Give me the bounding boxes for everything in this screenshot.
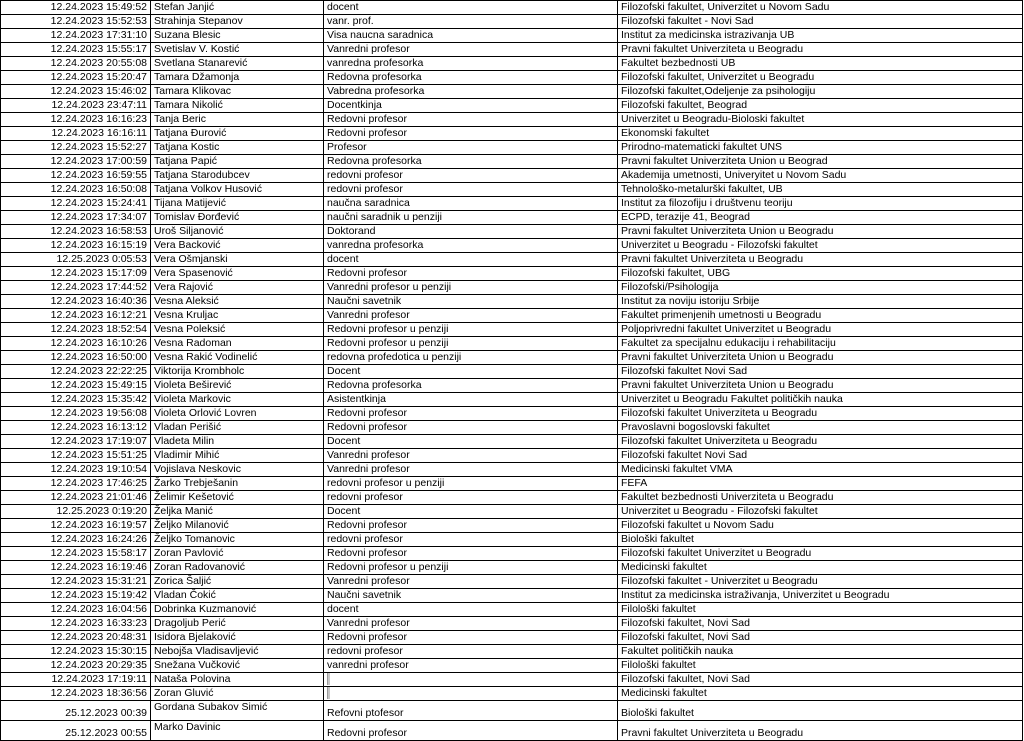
name-cell[interactable]: Željka Manić [151,505,324,519]
name-cell[interactable]: Tamara Klikovac [151,85,324,99]
table-row [1,57,1023,71]
table-row [1,701,1023,721]
name-cell[interactable]: Tatjana Đurović [151,127,324,141]
timestamp-cell[interactable]: 12.24.2023 17:46:25 [1,477,151,491]
name-cell[interactable]: Tatjana Papić [151,155,324,169]
institution-cell[interactable]: Pravni fakultet Univerziteta Union u Beogradu [618,379,1023,393]
table-row [1,589,1023,603]
title-cell[interactable]: vanredni profesor [324,659,618,673]
table-row [1,169,1023,183]
timestamp-cell[interactable]: 12.24.2023 15:49:15 [1,379,151,393]
timestamp-cell[interactable]: 12.24.2023 16:15:19 [1,239,151,253]
table-row [1,351,1023,365]
timestamp-cell[interactable]: 12.24.2023 16:16:23 [1,113,151,127]
title-cell[interactable]: Asistentkinja [324,393,618,407]
table-row [1,29,1023,43]
title-cell[interactable]: Redovni profesor [324,631,618,645]
table-row [1,309,1023,323]
name-cell[interactable]: Željko Milanović [151,519,324,533]
name-cell[interactable]: Nebojša Vladisavljević [151,645,324,659]
institution-cell[interactable]: Pravni fakultet Univerziteta u Beogradu [618,253,1023,267]
title-cell[interactable]: Redovni profesor [324,127,618,141]
name-cell[interactable]: Violeta Beširević [151,379,324,393]
timestamp-cell[interactable]: 12.24.2023 16:50:00 [1,351,151,365]
timestamp-cell[interactable]: 12.24.2023 16:04:56 [1,603,151,617]
name-cell[interactable]: Nataša Polovina [151,673,324,687]
institution-cell[interactable]: Filozofski fakultet Univerzitet u Beogradu [618,547,1023,561]
institution-cell[interactable]: Medicinski fakultet VMA [618,463,1023,477]
empty-cell-marker [327,687,330,699]
title-cell[interactable]: Redovni profesor [324,113,618,127]
table-row [1,379,1023,393]
table-row [1,463,1023,477]
table-row [1,183,1023,197]
name-cell[interactable]: Zoran Pavlović [151,547,324,561]
table-row [1,547,1023,561]
timestamp-cell[interactable]: 12.24.2023 22:22:25 [1,365,151,379]
institution-cell[interactable]: Filozofski fakultet, UBG [618,267,1023,281]
title-cell[interactable]: Redovni profesor [324,421,618,435]
timestamp-cell[interactable]: 12.24.2023 17:00:59 [1,155,151,169]
table-row [1,575,1023,589]
title-cell[interactable]: Docent [324,365,618,379]
name-cell[interactable]: Vera Spasenović [151,267,324,281]
name-cell[interactable]: Vera Backović [151,239,324,253]
name-cell[interactable]: Vladimir Mihić [151,449,324,463]
name-cell[interactable]: Tatjana Starodubcev [151,169,324,183]
title-cell[interactable]: Profesor [324,141,618,155]
table-row [1,71,1023,85]
table-row [1,323,1023,337]
timestamp-cell[interactable]: 12.24.2023 20:55:08 [1,57,151,71]
timestamp-cell[interactable]: 25.12.2023 00:55 [1,721,151,741]
name-cell[interactable]: Uroš Siljanović [151,225,324,239]
table-row [1,281,1023,295]
title-cell[interactable]: Docentkinja [324,99,618,113]
timestamp-cell[interactable]: 12.24.2023 21:01:46 [1,491,151,505]
name-cell[interactable]: Željko Tomanovic [151,533,324,547]
timestamp-cell[interactable]: 12.24.2023 19:10:54 [1,463,151,477]
table-row [1,603,1023,617]
institution-cell[interactable]: Institut za filozofiju i društvenu teoriju [618,197,1023,211]
institution-cell[interactable]: Fakultet političkih nauka [618,645,1023,659]
table-row [1,631,1023,645]
table-row [1,365,1023,379]
table-row [1,267,1023,281]
institution-cell[interactable]: Pravoslavni bogoslovski fakultet [618,421,1023,435]
name-cell[interactable]: Vesna Aleksić [151,295,324,309]
timestamp-cell[interactable]: 12.24.2023 16:19:57 [1,519,151,533]
institution-cell[interactable]: Fakultet primenjenih umetnosti u Beogradu [618,309,1023,323]
title-cell[interactable]: vanredna profesorka [324,239,618,253]
title-cell[interactable]: Redovni profesor [324,267,618,281]
name-cell[interactable]: Gordana Subakov Simić [151,701,324,721]
title-cell[interactable]: vanr. prof. [324,15,618,29]
institution-cell[interactable]: Institut za noviju istoriju Srbije [618,295,1023,309]
name-cell[interactable]: Dobrinka Kuzmanović [151,603,324,617]
institution-cell[interactable]: Filozofski/Psihologija [618,281,1023,295]
institution-cell[interactable]: Filozofski fakultet u Novom Sadu [618,519,1023,533]
timestamp-cell[interactable]: 12.24.2023 15:19:42 [1,589,151,603]
title-cell[interactable]: docent [324,1,618,15]
title-cell[interactable]: vanredna profesorka [324,57,618,71]
name-cell[interactable]: Tatjana Volkov Husović [151,183,324,197]
institution-cell[interactable]: Filozofski fakultet, Univerzitet u Beogradu [618,71,1023,85]
title-cell[interactable]: Naučni savetnik [324,295,618,309]
table-row [1,99,1023,113]
title-cell[interactable]: naučni saradnik u penziji [324,211,618,225]
institution-cell[interactable]: Univerzitet u Beogradu Fakultet političkih nauka [618,393,1023,407]
name-cell[interactable]: Vesna Radoman [151,337,324,351]
title-cell[interactable]: Vanredni profesor u penziji [324,281,618,295]
title-cell[interactable]: Vanredni profesor [324,617,618,631]
title-cell[interactable]: Vanredni profesor [324,575,618,589]
name-cell[interactable]: Vladan Čokić [151,589,324,603]
table-row [1,421,1023,435]
institution-cell[interactable]: Filozofski fakultet - Univerzitet u Beogradu [618,575,1023,589]
timestamp-cell[interactable]: 12.24.2023 15:35:42 [1,393,151,407]
name-cell[interactable]: Violeta Orlović Lovren [151,407,324,421]
title-cell[interactable]: Redovni profesor [324,519,618,533]
table-row [1,561,1023,575]
institution-cell[interactable]: Filološki fakultet [618,659,1023,673]
table-row [1,435,1023,449]
title-cell[interactable]: redovni profesor [324,169,618,183]
title-cell[interactable]: Redovna profesorka [324,379,618,393]
timestamp-cell[interactable]: 12.24.2023 15:49:52 [1,1,151,15]
title-cell[interactable]: redovni profesor [324,645,618,659]
table-row [1,477,1023,491]
timestamp-cell[interactable]: 12.24.2023 16:10:26 [1,337,151,351]
name-cell[interactable]: Svetislav V. Kostić [151,43,324,57]
empty-cell-marker [327,673,330,685]
institution-cell[interactable]: Akademija umetnosti, Univeryitet u Novom Sadu [618,169,1023,183]
name-cell[interactable]: Vesna Poleksić [151,323,324,337]
spreadsheet-body [1,1,1023,741]
table-row [1,211,1023,225]
title-cell[interactable]: Visa naucna saradnica [324,29,618,43]
table-row [1,505,1023,519]
table-row [1,687,1023,701]
title-cell[interactable] [324,673,618,687]
table-row [1,449,1023,463]
title-cell[interactable]: naučna saradnica [324,197,618,211]
timestamp-cell[interactable]: 12.24.2023 23:47:11 [1,99,151,113]
table-row [1,155,1023,169]
timestamp-cell[interactable]: 12.24.2023 16:50:08 [1,183,151,197]
table-row [1,253,1023,267]
title-cell[interactable]: Redovni profesor [324,407,618,421]
institution-cell[interactable]: Pravni fakultet Univerziteta Union u Beogradu [618,225,1023,239]
name-cell[interactable]: Snežana Vučković [151,659,324,673]
name-cell[interactable]: Tamara Nikolić [151,99,324,113]
table-row [1,15,1023,29]
institution-cell[interactable]: Filozofski fakultet,Odeljenje za psihologiju [618,85,1023,99]
title-cell[interactable]: Docent [324,435,618,449]
institution-cell[interactable]: Ekonomski fakultet [618,127,1023,141]
title-cell[interactable]: Redovni profesor [324,721,618,741]
title-cell[interactable]: Redovni profesor u penziji [324,337,618,351]
institution-cell[interactable]: Institut za medicinska istrazivanja UB [618,29,1023,43]
timestamp-cell[interactable]: 12.24.2023 16:33:23 [1,617,151,631]
title-cell[interactable]: docent [324,253,618,267]
timestamp-cell[interactable]: 12.24.2023 15:52:27 [1,141,151,155]
title-cell[interactable]: Doktorand [324,225,618,239]
table-row [1,85,1023,99]
institution-cell[interactable]: Filozofski fakultet Univerziteta u Beogradu [618,435,1023,449]
institution-cell[interactable]: FEFA [618,477,1023,491]
timestamp-cell[interactable]: 12.24.2023 16:24:26 [1,533,151,547]
name-cell[interactable]: Želimir Kešetović [151,491,324,505]
name-cell[interactable]: Tamara Džamonja [151,71,324,85]
timestamp-cell[interactable]: 12.24.2023 16:40:36 [1,295,151,309]
timestamp-cell[interactable]: 12.24.2023 15:20:47 [1,71,151,85]
table-row [1,295,1023,309]
name-cell[interactable]: Zoran Gluvić [151,687,324,701]
timestamp-cell[interactable]: 12.24.2023 16:19:46 [1,561,151,575]
timestamp-cell[interactable]: 12.25.2023 0:05:53 [1,253,151,267]
institution-cell[interactable]: Filozofski fakultet, Novi Sad [618,631,1023,645]
title-cell[interactable]: Naučni savetnik [324,589,618,603]
title-cell[interactable]: Docent [324,505,618,519]
institution-cell[interactable]: Institut za medicinska istraživanja, Univerzitet u Beogradu [618,589,1023,603]
table-row [1,1,1023,15]
title-cell[interactable]: redovna profedotica u penziji [324,351,618,365]
institution-cell[interactable]: Medicinski fakultet [618,561,1023,575]
table-row [1,141,1023,155]
table-row [1,533,1023,547]
institution-cell[interactable]: ECPD, terazije 41, Beograd [618,211,1023,225]
name-cell[interactable]: Vladan Perišić [151,421,324,435]
name-cell[interactable]: Viktorija Krombholc [151,365,324,379]
institution-cell[interactable]: Pravni fakultet Univerziteta u Beogradu [618,721,1023,741]
table-row [1,337,1023,351]
name-cell[interactable]: Strahinja Stepanov [151,15,324,29]
name-cell[interactable]: Vladeta Milin [151,435,324,449]
title-cell[interactable]: Redovni profesor u penziji [324,323,618,337]
table-row [1,519,1023,533]
name-cell[interactable]: Vojislava Neskovic [151,463,324,477]
timestamp-cell[interactable]: 12.24.2023 20:29:35 [1,659,151,673]
institution-cell[interactable]: Biološki fakultet [618,533,1023,547]
table-row [1,407,1023,421]
timestamp-cell[interactable]: 12.24.2023 20:48:31 [1,631,151,645]
timestamp-cell[interactable]: 12.24.2023 15:31:21 [1,575,151,589]
title-cell[interactable] [324,687,618,701]
name-cell[interactable]: Vera Rajović [151,281,324,295]
institution-cell[interactable]: Medicinski fakultet [618,687,1023,701]
institution-cell[interactable]: Univerzitet u Beogradu - Filozofski fakultet [618,505,1023,519]
timestamp-cell[interactable]: 12.24.2023 15:30:15 [1,645,151,659]
table-row [1,673,1023,687]
title-cell[interactable]: redovni profesor [324,533,618,547]
name-cell[interactable]: Tanja Beric [151,113,324,127]
timestamp-cell[interactable]: 12.25.2023 0:19:20 [1,505,151,519]
title-cell[interactable]: Vanredni profesor [324,309,618,323]
timestamp-cell[interactable]: 12.24.2023 15:58:17 [1,547,151,561]
timestamp-cell[interactable]: 12.24.2023 17:19:11 [1,673,151,687]
table-row [1,197,1023,211]
institution-cell[interactable]: Tehnološko-metalurški fakultet, UB [618,183,1023,197]
title-cell[interactable]: Redovni profesor u penziji [324,561,618,575]
name-cell[interactable]: Vera Ošmjanski [151,253,324,267]
timestamp-cell[interactable]: 12.24.2023 17:19:07 [1,435,151,449]
timestamp-cell[interactable]: 25.12.2023 00:39 [1,701,151,721]
table-row [1,225,1023,239]
title-cell[interactable]: Vanredni profesor [324,43,618,57]
title-cell[interactable]: Refovni ptofesor [324,701,618,721]
institution-cell[interactable]: Filozofski fakultet, Beograd [618,99,1023,113]
table-row [1,127,1023,141]
timestamp-cell[interactable]: 12.24.2023 15:46:02 [1,85,151,99]
table-row [1,617,1023,631]
institution-cell[interactable]: Biološki fakultet [618,701,1023,721]
name-cell[interactable]: Tatjana Kostic [151,141,324,155]
institution-cell[interactable]: Filozofski fakultet - Novi Sad [618,15,1023,29]
title-cell[interactable]: Vabredna profesorka [324,85,618,99]
table-row [1,659,1023,673]
institution-cell[interactable]: Filozofski fakultet, Novi Sad [618,617,1023,631]
institution-cell[interactable]: Filozofski fakultet, Novi Sad [618,673,1023,687]
institution-cell[interactable]: Fakultet za specijalnu edukaciju i rehabilitaciju [618,337,1023,351]
table-row [1,645,1023,659]
institution-cell[interactable]: Filozofski fakultet Novi Sad [618,365,1023,379]
name-cell[interactable]: Svetlana Stanarević [151,57,324,71]
timestamp-cell[interactable]: 12.24.2023 15:55:17 [1,43,151,57]
timestamp-cell[interactable]: 12.24.2023 15:51:25 [1,449,151,463]
name-cell[interactable]: Tomislav Đorđević [151,211,324,225]
timestamp-cell[interactable]: 12.24.2023 15:52:53 [1,15,151,29]
timestamp-cell[interactable]: 12.24.2023 18:36:56 [1,687,151,701]
name-cell[interactable]: Isidora Bjelaković [151,631,324,645]
name-cell[interactable]: Suzana Blesic [151,29,324,43]
timestamp-cell[interactable]: 12.24.2023 17:31:10 [1,29,151,43]
timestamp-cell[interactable]: 12.24.2023 18:52:54 [1,323,151,337]
timestamp-cell[interactable]: 12.24.2023 16:16:11 [1,127,151,141]
timestamp-cell[interactable]: 12.24.2023 16:59:55 [1,169,151,183]
timestamp-cell[interactable]: 12.24.2023 16:58:53 [1,225,151,239]
name-cell[interactable]: Tijana Matijević [151,197,324,211]
name-cell[interactable]: Stefan Janjić [151,1,324,15]
table-row [1,113,1023,127]
table-row [1,239,1023,253]
table-row [1,721,1023,741]
institution-cell[interactable]: Fakultet bezbednosti Univerziteta u Beogradu [618,491,1023,505]
institution-cell[interactable]: Pravni fakultet Univerziteta Union u Beograd [618,155,1023,169]
institution-cell[interactable]: Fakultet bezbednosti UB [618,57,1023,71]
timestamp-cell[interactable]: 12.24.2023 16:12:21 [1,309,151,323]
institution-cell[interactable]: Univerzitet u Beogradu - Filozofski fakultet [618,239,1023,253]
institution-cell[interactable]: Filozofski fakultet Univerziteta u Beogradu [618,407,1023,421]
name-cell[interactable]: Žarko Trebješanin [151,477,324,491]
table-row [1,43,1023,57]
title-cell[interactable]: redovni profesor [324,491,618,505]
institution-cell[interactable]: Poljoprivredni fakultet Univerzitet u Beogradu [618,323,1023,337]
title-cell[interactable]: Redovna profesorka [324,155,618,169]
name-cell[interactable]: Vesna Kruljac [151,309,324,323]
title-cell[interactable]: Vanredni profesor [324,463,618,477]
institution-cell[interactable]: Pravni fakultet Univerziteta Union u Beogradu [618,351,1023,365]
timestamp-cell[interactable]: 12.24.2023 17:34:07 [1,211,151,225]
timestamp-cell[interactable]: 12.24.2023 19:56:08 [1,407,151,421]
institution-cell[interactable]: Univerzitet u Beogradu-Bioloski fakultet [618,113,1023,127]
table-row [1,393,1023,407]
timestamp-cell[interactable]: 12.24.2023 15:24:41 [1,197,151,211]
name-cell[interactable]: Zoran Radovanović [151,561,324,575]
name-cell[interactable]: Dragoljub Perić [151,617,324,631]
timestamp-cell[interactable]: 12.24.2023 16:13:12 [1,421,151,435]
title-cell[interactable]: Redovni profesor [324,547,618,561]
name-cell[interactable]: Violeta Markovic [151,393,324,407]
title-cell[interactable]: Redovna profesorka [324,71,618,85]
name-cell[interactable]: Zorica Šaljić [151,575,324,589]
institution-cell[interactable]: Filozofski fakultet, Univerzitet u Novom Sadu [618,1,1023,15]
institution-cell[interactable]: Prirodno-matematicki fakultet UNS [618,141,1023,155]
institution-cell[interactable]: Pravni fakultet Univerziteta u Beogradu [618,43,1023,57]
title-cell[interactable]: docent [324,603,618,617]
table-row [1,491,1023,505]
timestamp-cell[interactable]: 12.24.2023 17:44:52 [1,281,151,295]
title-cell[interactable]: redovni profesor [324,183,618,197]
institution-cell[interactable]: Filološki fakultet [618,603,1023,617]
name-cell[interactable]: Vesna Rakić Vodinelić [151,351,324,365]
name-cell[interactable]: Marko Davinic [151,721,324,741]
title-cell[interactable]: Vanredni profesor [324,449,618,463]
institution-cell[interactable]: Filozofski fakultet Novi Sad [618,449,1023,463]
title-cell[interactable]: redovni profesor u penziji [324,477,618,491]
timestamp-cell[interactable]: 12.24.2023 15:17:09 [1,267,151,281]
